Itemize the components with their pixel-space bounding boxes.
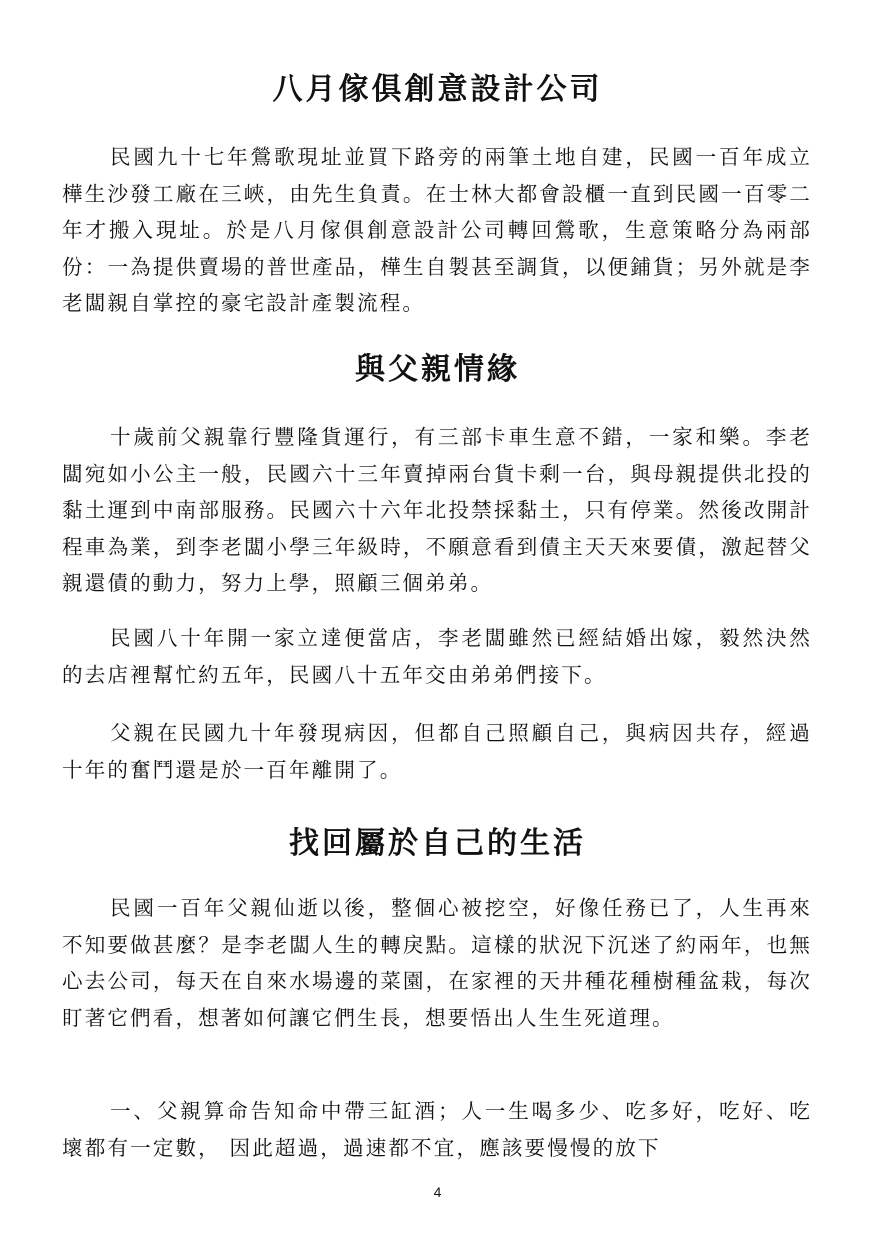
paragraph: 一、父親算命告知命中帶三缸酒；人一生喝多少、吃多好，吃好、吃壞都有一定數， 因此超過，過速都不宜，應該要慢慢的放下 [62,1099,812,1160]
paragraph: 十歲前父親靠行豐隆貨運行，有三部卡車生意不錯，一家和樂。李老闆宛如小公主一般，民國六十三年賣掉兩台貨卡剩一台，與母親提供北投的黏土運到中南部服務。民國六十六年北投禁採黏土，只有停業。然後改開計程車為業，到李老闆小學三年級時，不願意看到債主天天來要債，激起替父親還債的動力，努力上學，照顧三個弟弟。 [62,425,812,595]
paragraph: 民國一百年父親仙逝以後，整個心被挖空，好像任務已了，人生再來不知要做甚麼？是李老闆人生的轉戾點。這樣的狀況下沉迷了約兩年，也無心去公司，每天在自來水場邊的菜園，在家裡的天井種花種樹種盆栽，每次盯著它們看，想著如何讓它們生長，想要悟出人生生死道理。 [62,896,812,1030]
section-title: 與父親情緣 [355,352,520,387]
section-title: 八月傢俱創意設計公司 [272,72,603,107]
section-title: 找回屬於自己的生活 [289,826,586,861]
paragraph: 父親在民國九十年發現病因，但都自己照顧自己，與病因共存，經過十年的奮鬥還是於一百年離開了。 [62,721,812,782]
paragraph: 民國八十年開一家立達便當店，李老闆雖然已經結婚出嫁，毅然決然的去店裡幫忙約五年，民國八十五年交由弟弟們接下。 [62,626,812,687]
paragraph: 民國九十七年鶯歌現址並買下路旁的兩筆土地自建，民國一百年成立樺生沙發工廠在三峽，由先生負責。在士林大都會設櫃一直到民國一百零二年才搬入現址。於是八月傢俱創意設計公司轉回鶯歌，生意策略分為兩部份：一為提供賣場的普世產品，樺生自製甚至調貨，以便鋪貨；另外就是李老闆親自掌控的豪宅設計產製流程。 [62,145,812,315]
page-number: 4 [433,1184,442,1200]
